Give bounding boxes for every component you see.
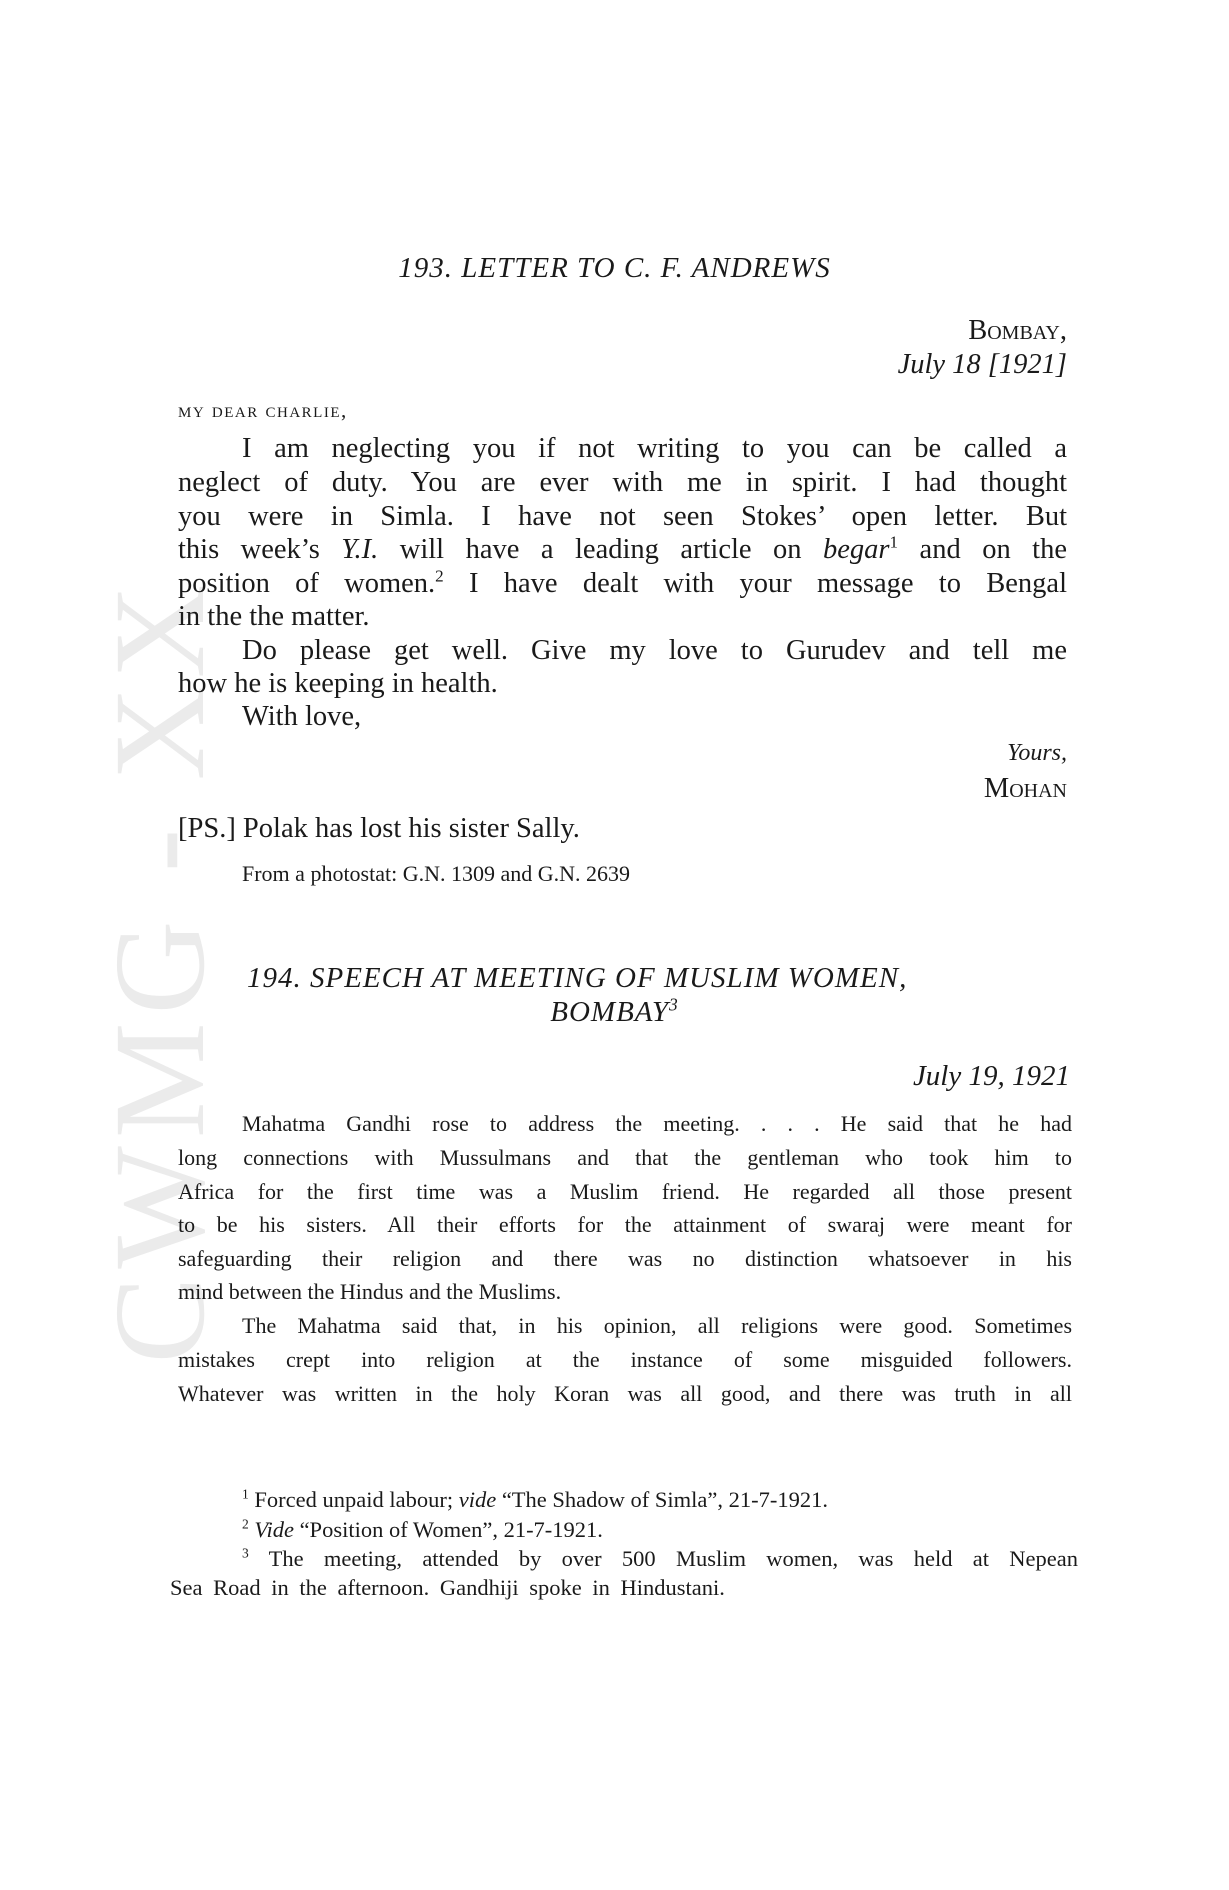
- source-note: From a photostat: G.N. 1309 and G.N. 2639: [242, 861, 631, 886]
- speech-line: Mahatma Gandhi rose to address the meeting. . . . He said that he had: [242, 1111, 1072, 1136]
- speech-line: mind between the Hindus and the Muslims.: [178, 1279, 562, 1304]
- footnote-ref-3: 3: [669, 994, 679, 1015]
- letter-heading: 193. LETTER TO C. F. ANDREWS: [398, 252, 831, 284]
- watermark-text: CWMG - XX: [88, 576, 232, 1364]
- footnote-3: $^3$ The meeting, attended by over 500 Muslim women, was held at Nepean: [242, 1545, 1078, 1571]
- letter-line: in the the matter.: [178, 601, 370, 632]
- speech-line: to be his sisters. All their efforts for the attainment of swaraj were meant for: [178, 1212, 1072, 1237]
- yours: Yours,: [1007, 740, 1067, 766]
- letter-line: Do please get well. Give my love to Gurudev and tell me: [242, 635, 1067, 666]
- letter-line: how he is keeping in health.: [178, 668, 498, 699]
- letter-closing: With love,: [242, 701, 362, 732]
- footnote-ref-1: 1: [889, 532, 899, 552]
- speech-line: Africa for the first time was a Muslim friend. He regarded all those present: [178, 1179, 1072, 1204]
- footnote-1: $^1$ Forced unpaid labour; vide “The Shadow of Simla”, 21-7-1921.: [242, 1486, 828, 1512]
- footnote-3-cont: Sea Road in the afternoon. Gandhiji spoke in Hindustani.: [170, 1575, 725, 1600]
- footnote-2: $^2$ Vide “Position of Women”, 21-7-1921.: [242, 1516, 603, 1542]
- speech-heading: 194. SPEECH AT MEETING OF MUSLIM WOMEN,: [247, 962, 908, 994]
- speech-date: July 19, 1921: [912, 1060, 1070, 1092]
- speech-line: safeguarding their religion and there was no distinction whatsoever in his: [178, 1246, 1072, 1271]
- speech-line: mistakes crept into religion at the instance of some misguided followers.: [178, 1347, 1072, 1372]
- letter-line: you were in Simla. I have not seen Stokes’ open letter. But: [178, 501, 1067, 532]
- letter-line: position of women.$^2$ I have dealt with your message to Bengal: [178, 566, 1067, 599]
- speech-line: long connections with Mussulmans and that the gentleman who took him to: [178, 1145, 1072, 1170]
- signature: Mohan: [983, 773, 1067, 804]
- footnote-ref-2: 2: [435, 566, 444, 586]
- young-india-abbrev: Y.I.: [341, 534, 379, 565]
- letter-line: I am neglecting you if not writing to you can be called a: [242, 433, 1067, 464]
- letter-line: neglect of duty. You are ever with me in spirit. I had thought: [178, 467, 1067, 498]
- letter-date: July 18 [1921]: [897, 349, 1067, 380]
- speech-line: Whatever was written in the holy Koran was all good, and there was truth in all: [178, 1381, 1072, 1406]
- speech-heading-line2: BOMBAY$^3$: [550, 994, 679, 1028]
- salutation: my dear charlie,: [178, 398, 348, 422]
- letter-line: this week’s Y.I. will have a leading article on begar$^1$ and on the: [178, 532, 1067, 565]
- postscript: [PS.] Polak has lost his sister Sally.: [178, 813, 580, 844]
- letter-place: Bombay,: [968, 315, 1067, 346]
- begar-word: begar: [823, 534, 890, 565]
- speech-line: The Mahatma said that, in his opinion, all religions were good. Sometimes: [242, 1313, 1072, 1338]
